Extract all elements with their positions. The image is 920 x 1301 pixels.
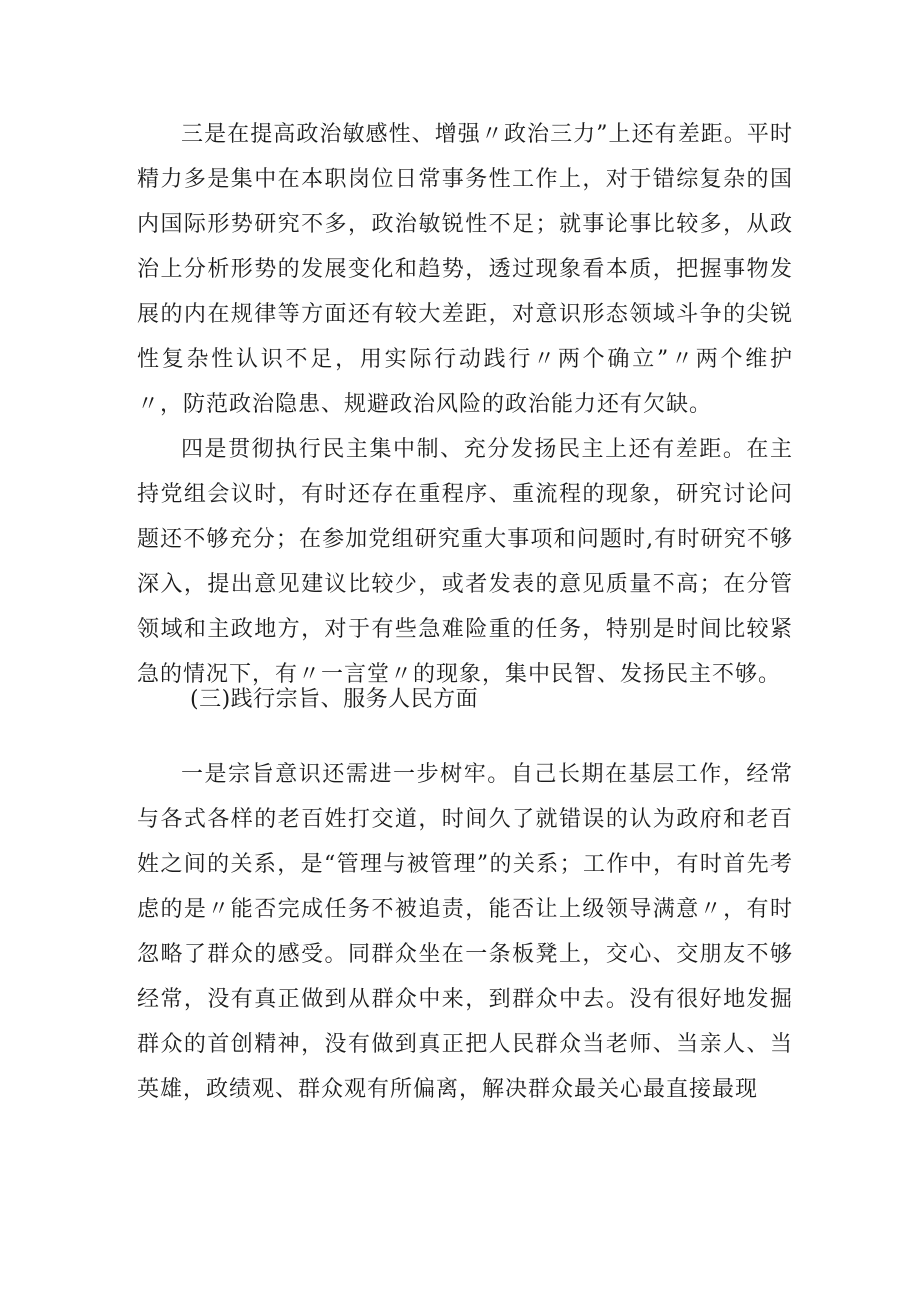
paragraph-democratic-centralism: 四是贯彻执行民主集中制、充分发扬民主上还有差距。在主持党组会议时，有时还存在重程序、重流程的现象，研究讨论问题还不够充分；在参加党组研究重大事项和问题时,有时研究不够深入，提出意见建议比较少，或者发表的意见质量不高；在分管领域和主政地方，对于有些急难险重的任务，特别是时间比较紧急的情况下，有〃一言堂〃的现象，集中民智、发扬民主不够。 <box>137 437 793 687</box>
paragraph-political-sensitivity: 三是在提高政治敏感性、增强〃政治三力”上还有差距。平时精力多是集中在本职岗位日常事务性工作上，对于错综复杂的国内国际形势研究不多，政治敏锐性不足；就事论事比较多，从政治上分析形势的发展变化和趋势，透过现象看本质，把握事物发展的内在规律等方面还有较大差距，对意识形态领域斗争的尖锐性复杂性认识不足，用实际行动践行〃两个确立”〃两个维护〃，防范政治隐患、规避政治风险的政治能力还有欠缺。 <box>137 122 793 417</box>
paragraph-purpose-awareness: 一是宗旨意识还需进一步树牢。自己长期在基层工作，经常与各式各样的老百姓打交道，时间久了就错误的认为政府和老百姓之间的关系，是“管理与被管理”的关系；工作中，有时首先考虑的是〃能否完成任务不被追责，能否让上级领导满意〃，有时忽略了群众的感受。同群众坐在一条板凳上，交心、交朋友不够经常，没有真正做到从群众中来，到群众中去。没有很好地发掘群众的首创精神，没有做到真正把人民群众当老师、当亲人、当英雄，政绩观、群众观有所偏离，解决群众最关心最直接最现 <box>137 762 793 1102</box>
section-heading: (三)践行宗旨、服务人民方面 <box>190 687 479 712</box>
